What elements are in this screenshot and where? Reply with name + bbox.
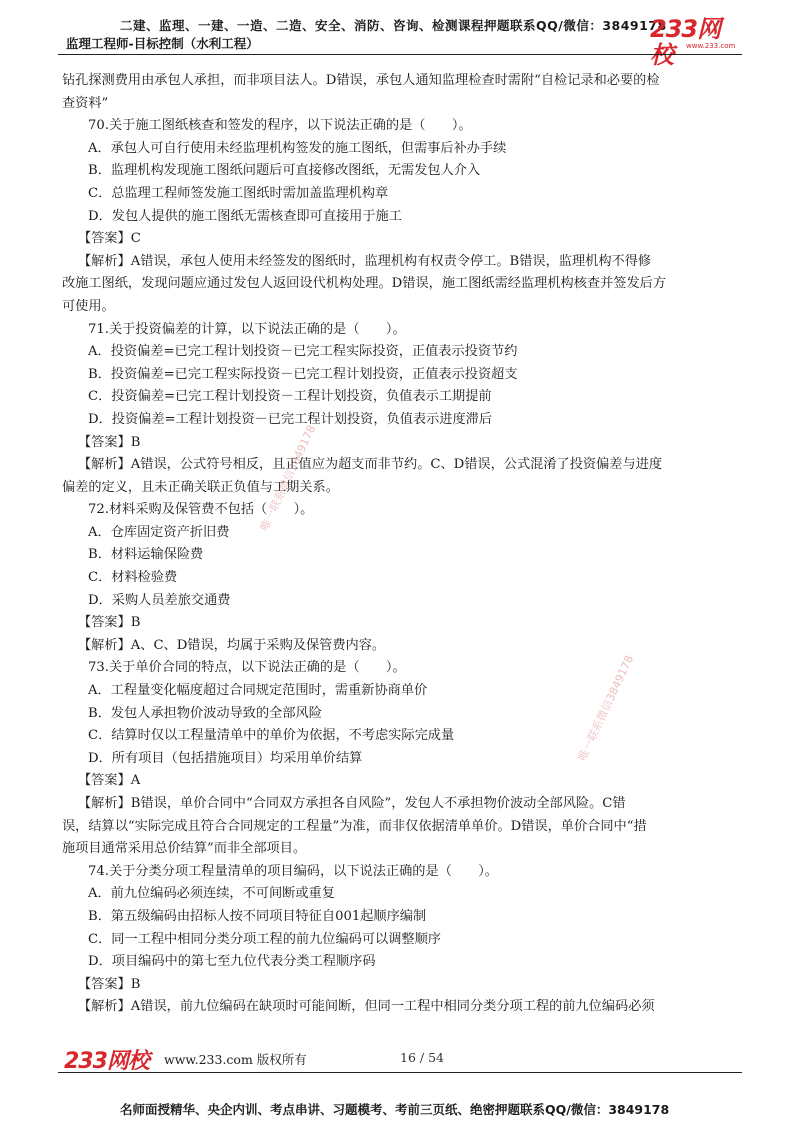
brand-logo-url: www.233.com xyxy=(686,42,736,50)
question-71 xyxy=(62,319,742,500)
explanation: 【解析】A、C、D错误，均属于采购及保管费内容。 xyxy=(78,637,386,653)
header-divider xyxy=(58,54,742,55)
brand-logo-bottom: 233网校 xyxy=(64,1049,149,1074)
brand-logo-top xyxy=(650,15,742,69)
question-70 xyxy=(62,115,742,318)
explanation-cont: 改施工图纸，发现问题应通过发包人返回设代机构处理。D错误，施工图纸需经监理机构核查并签发后方 xyxy=(62,276,667,292)
explanation: 【解析】A错误，承包人使用未经签发的图纸时，监理机构有权责令停工。B错误，监理机构不得修 xyxy=(78,253,652,269)
option-c: C．同一工程中相同分类分项工程的前九位编码可以调整顺序 xyxy=(88,931,441,947)
option-a: A．仓库固定资产折旧费 xyxy=(88,524,230,540)
watermark: 唯一联系微信3849178 xyxy=(257,423,319,534)
answer: 【答案】B xyxy=(78,434,141,450)
question-stem: 73.关于单价合同的特点，以下说法正确的是（ ）。 xyxy=(88,660,406,676)
explanation-cont: 可使用。 xyxy=(62,298,115,314)
option-d: D．所有项目（包括措施项目）均采用单价结算 xyxy=(88,750,363,766)
explanation: 【解析】A错误，前九位编码在缺项时可能间断，但同一工程中相同分类分项工程的前九位编码必须 xyxy=(78,999,655,1015)
option-a: A．工程量变化幅度超过合同规定范围时，需重新协商单价 xyxy=(88,683,428,699)
question-stem: 74.关于分类分项工程量清单的项目编码，以下说法正确的是（ ）。 xyxy=(88,863,498,879)
document-body xyxy=(62,70,742,1019)
question-74 xyxy=(62,861,742,1019)
option-d: D．采购人员差旅交通费 xyxy=(88,592,231,608)
page-number: 16 / 54 xyxy=(400,1050,444,1065)
answer: 【答案】B xyxy=(78,976,141,992)
question-stem: 72.材料采购及保管费不包括（ ）。 xyxy=(88,502,314,518)
brand-logo-text: 233网校 xyxy=(650,15,721,69)
option-d: D．发包人提供的施工图纸无需核查即可直接用于施工 xyxy=(88,208,402,224)
option-c: C．结算时仅以工程量清单中的单价为依据，不考虑实际完成量 xyxy=(88,728,455,744)
footer-site: www.233.com 版权所有 xyxy=(164,1052,307,1067)
option-d: D．投资偏差=工程计划投资－已完工程计划投资，负值表示进度滞后 xyxy=(88,411,493,427)
header-promo: 二建、监理、一建、一造、二造、安全、消防、咨询、检测课程押题联系QQ/微信：3849178 xyxy=(120,18,667,33)
option-b: B．监理机构发现施工图纸问题后可直接修改图纸，无需发包人介入 xyxy=(88,163,481,179)
option-b: B．材料运输保险费 xyxy=(88,547,204,563)
answer: 【答案】B xyxy=(78,615,141,631)
explanation-cont: 偏差的定义，且未正确关联正负值与工期关系。 xyxy=(62,479,339,495)
option-b: B．发包人承担物价波动导致的全部风险 xyxy=(88,705,322,721)
explanation-cont: 误，结算以“实际完成且符合合同规定的工程量”为准，而非仅依据清单单价。D错误，单价合同中“措 xyxy=(62,818,647,834)
option-a: A．承包人可自行使用未经监理机构签发的施工图纸，但需事后补办手续 xyxy=(88,140,507,156)
footer-promo: 名师面授精华、央企内训、考点串讲、习题模考、考前三页纸、绝密押题联系QQ/微信：3849178 xyxy=(120,1102,670,1117)
question-73 xyxy=(62,657,742,860)
option-a: A．投资偏差=已完工程计划投资－已完工程实际投资，正值表示投资节约 xyxy=(88,344,518,360)
question-72 xyxy=(62,499,742,657)
option-d: D．项目编码中的第七至九位代表分类工程顺序码 xyxy=(88,954,376,970)
option-b: B．第五级编码由招标人按不同项目特征自001起顺序编制 xyxy=(88,908,427,924)
answer: 【答案】C xyxy=(78,231,141,247)
option-b: B．投资偏差=已完工程实际投资－已完工程计划投资，正值表示投资超支 xyxy=(88,366,518,382)
option-c: C．投资偏差=已完工程计划投资－工程计划投资，负值表示工期提前 xyxy=(88,389,492,405)
explanation: 【解析】A错误，公式符号相反，且正值应为超支而非节约。C、D错误，公式混淆了投资偏差与进度 xyxy=(78,457,663,473)
option-c: C．材料检验费 xyxy=(88,570,178,586)
document-subtitle: 监理工程师-目标控制（水利工程） xyxy=(66,36,259,51)
intro-line: 查资料” xyxy=(62,95,109,111)
explanation: 【解析】B错误，单价合同中“合同双方承担各自风险”，发包人不承担物价波动全部风险。C错 xyxy=(78,796,626,811)
question-stem: 71.关于投资偏差的计算，以下说法正确的是（ ）。 xyxy=(88,321,406,337)
option-a: A．前九位编码必须连续，不可间断或重复 xyxy=(88,886,335,902)
intro-line: 钻孔探测费用由承包人承担，而非项目法人。D错误，承包人通知监理检查时需附“自检记录和必要的检 xyxy=(62,73,660,88)
question-stem: 70.关于施工图纸核查和签发的程序，以下说法正确的是（ ）。 xyxy=(88,118,472,134)
answer: 【答案】A xyxy=(78,773,141,789)
explanation-cont: 施项目通常采用总价结算”而非全部项目。 xyxy=(62,841,307,857)
footer-divider xyxy=(58,1072,742,1073)
watermark: 唯一联系微信3849178 xyxy=(575,653,637,764)
option-c: C．总监理工程师签发施工图纸时需加盖监理机构章 xyxy=(88,185,389,201)
